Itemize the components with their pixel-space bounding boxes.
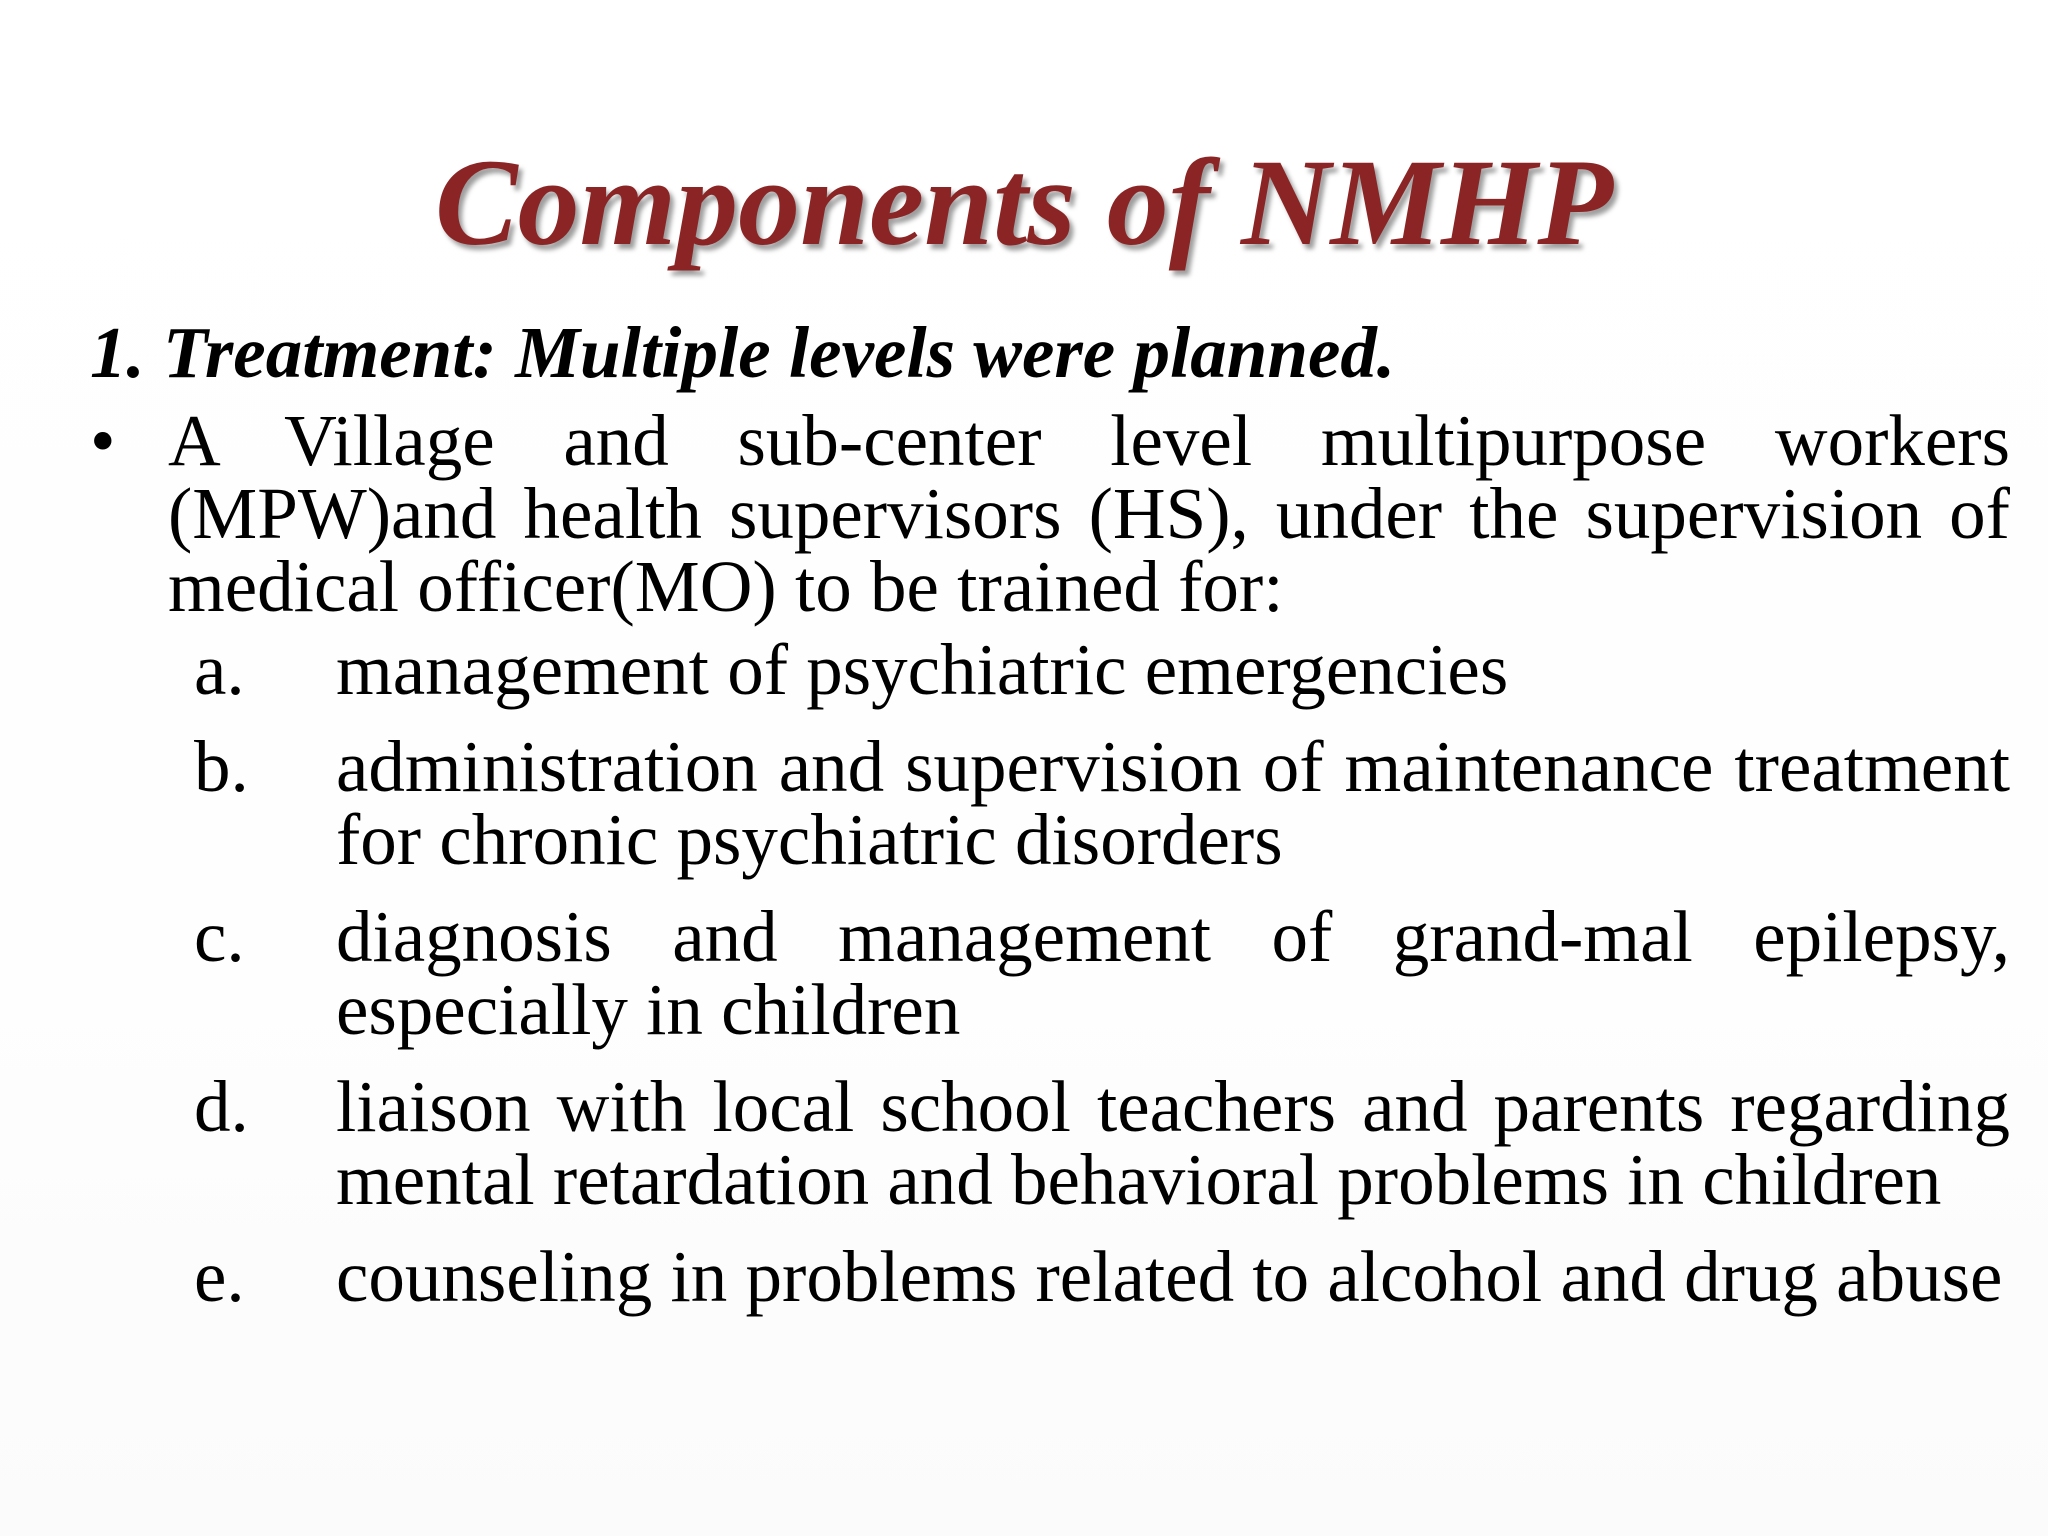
bullet-item [90, 400, 2010, 627]
slide-title: Components of NMHP [434, 134, 1614, 271]
sub-item-b [194, 726, 2010, 880]
sub-item-text: liaison with local school teachers and parents regarding mental retardation and behavioral problems in children [336, 1066, 2010, 1220]
section-heading: 1. Treatment: Multiple levels were planned. [90, 312, 1396, 393]
sub-item-c [194, 896, 2010, 1050]
sub-item-marker: a. [194, 629, 245, 710]
sub-item-text: administration and supervision of maintenance treatment for chronic psychiatric disorders [336, 726, 2010, 880]
sub-item-marker: d. [194, 1066, 249, 1147]
sub-item-marker: c. [194, 896, 245, 977]
sub-list [90, 629, 2010, 1317]
bullet-text: A Village and sub-center level multipurpose workers (MPW)and health supervisors (HS), under the supervision of medical officer(MO) to be trained for: [168, 400, 2010, 627]
sub-item-text: management of psychiatric emergencies [336, 629, 1509, 710]
sub-item-marker: e. [194, 1236, 245, 1317]
bullet-icon: • [90, 400, 116, 481]
sub-item-marker: b. [194, 726, 249, 807]
slide-body [90, 312, 2010, 1337]
sub-item-text: counseling in problems related to alcohol and drug abuse [336, 1236, 2003, 1317]
sub-item-a [194, 629, 2010, 710]
sub-item-e [194, 1236, 2010, 1317]
sub-item-text: diagnosis and management of grand-mal epilepsy, especially in children [336, 896, 2010, 1050]
sub-item-d [194, 1066, 2010, 1220]
